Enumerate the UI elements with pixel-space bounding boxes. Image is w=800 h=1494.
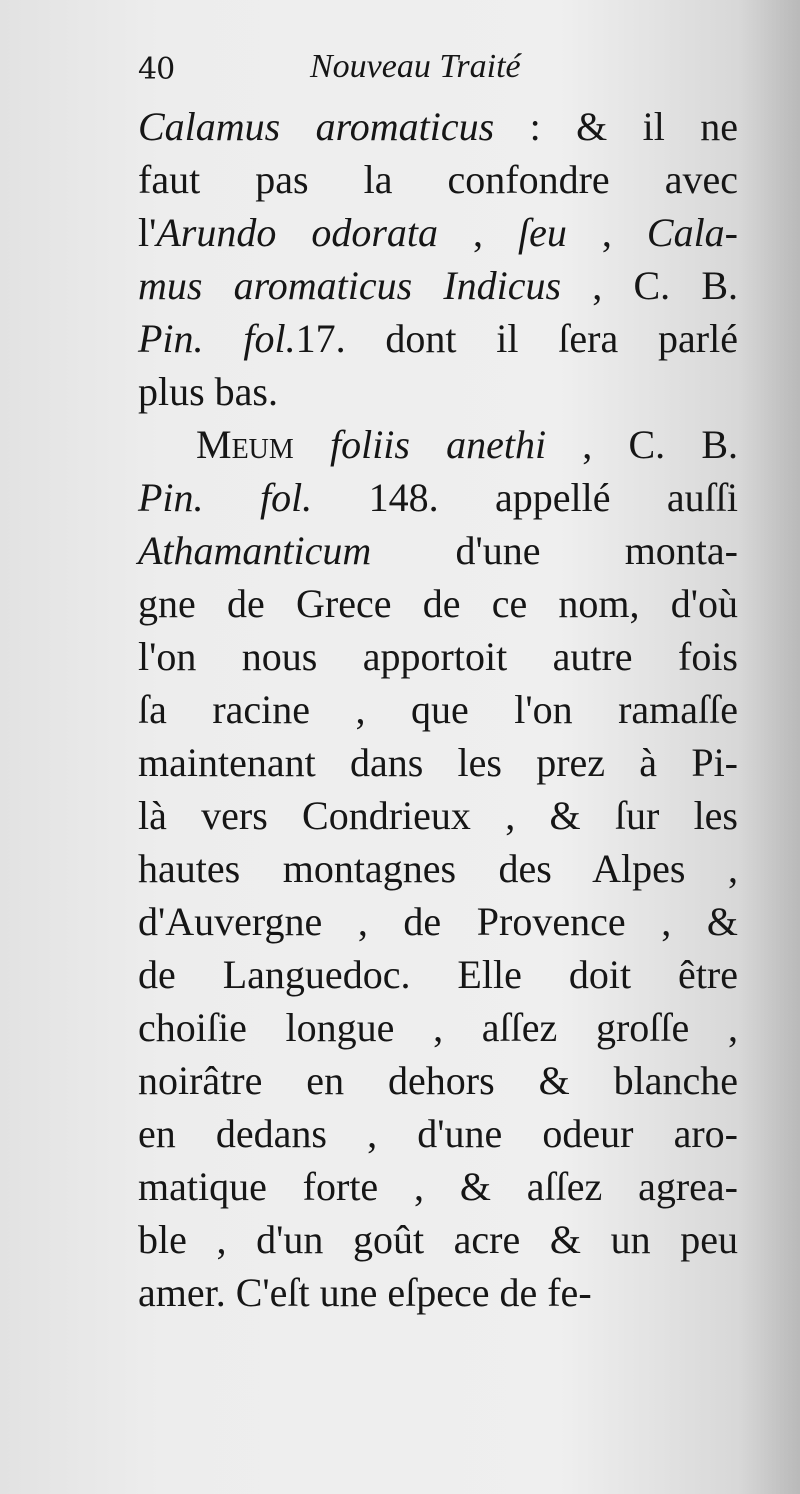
text-segment: de Languedoc. Elle doit être: [138, 952, 738, 997]
text-line: [138, 577, 738, 630]
text-line: [138, 259, 738, 312]
text-segment: d'une monta-: [371, 528, 738, 573]
text-line: [138, 312, 738, 365]
text-segment: 17. dont il ſera parlé: [295, 316, 738, 361]
text-segment: mus aromaticus Indicus: [138, 263, 562, 308]
text-segment: maintenant dans les prez à Pi-: [138, 740, 738, 785]
text-segment: faut pas la confondre avec: [138, 157, 738, 202]
text-line: [138, 1107, 738, 1160]
text-segment: ,: [566, 210, 647, 255]
text-line: [138, 1160, 738, 1213]
text-segment: 148. appellé auſſi: [312, 475, 738, 520]
text-line: [138, 206, 738, 259]
text-segment: : & il ne: [494, 104, 738, 149]
text-segment: plus bas.: [138, 369, 278, 414]
text-segment: Cala-: [646, 210, 739, 255]
text-segment: l'on nous apportoit autre fois: [138, 634, 738, 679]
text-segment: Arundo odorata: [156, 210, 439, 255]
text-line: [138, 948, 738, 1001]
text-line: [138, 1266, 738, 1319]
text-segment: Calamus aromaticus: [138, 104, 495, 149]
body-text: [138, 100, 738, 1319]
text-segment: d'Auvergne , de Provence , &: [138, 899, 738, 944]
text-segment: là vers Condrieux , & ſur les: [138, 793, 738, 838]
text-segment: ſeu: [518, 210, 567, 255]
text-line: [138, 789, 738, 842]
text-line: [138, 471, 738, 524]
text-segment: l': [138, 210, 157, 255]
running-title: Nouveau Traité: [310, 48, 521, 85]
text-segment: [294, 422, 330, 467]
text-segment: gne de Grece de ce nom, d'où: [138, 581, 738, 626]
text-segment: choiſie longue , aſſez groſſe ,: [138, 1005, 738, 1050]
text-segment: en dedans , d'une odeur aro-: [138, 1111, 738, 1156]
text-line: [138, 842, 738, 895]
page-edge-shadow: [740, 0, 800, 1494]
text-line: [138, 630, 738, 683]
text-segment: Pin. fol.: [138, 316, 296, 361]
text-line: [138, 895, 738, 948]
text-segment: matique forte , & aſſez agrea-: [138, 1164, 738, 1209]
text-line: [138, 153, 738, 206]
text-line: [138, 1001, 738, 1054]
text-segment: Meum: [196, 422, 294, 467]
page-header: [138, 48, 738, 98]
text-segment: noirâtre en dehors & blanche: [138, 1058, 738, 1103]
text-segment: hautes montagnes des Alpes ,: [138, 846, 738, 891]
text-segment: , C. B.: [546, 422, 739, 467]
text-line: [138, 683, 738, 736]
page-number: 40: [138, 52, 175, 87]
text-line: [138, 1054, 738, 1107]
text-line: [138, 418, 738, 471]
text-line: [138, 736, 738, 789]
text-line: [138, 524, 738, 577]
text-line: [138, 1213, 738, 1266]
text-segment: foliis anethi: [329, 422, 547, 467]
text-segment: ,: [438, 210, 519, 255]
text-segment: ſa racine , que l'on ramaſſe: [138, 687, 738, 732]
text-segment: Pin. fol.: [138, 475, 313, 520]
text-segment: amer. C'eſt une eſpece de fe-: [138, 1270, 592, 1315]
text-segment: Athamanticum: [138, 528, 372, 573]
text-segment: ble , d'un goût acre & un peu: [138, 1217, 738, 1262]
text-line: [138, 365, 738, 418]
text-line: [138, 100, 738, 153]
text-segment: , C. B.: [561, 263, 738, 308]
